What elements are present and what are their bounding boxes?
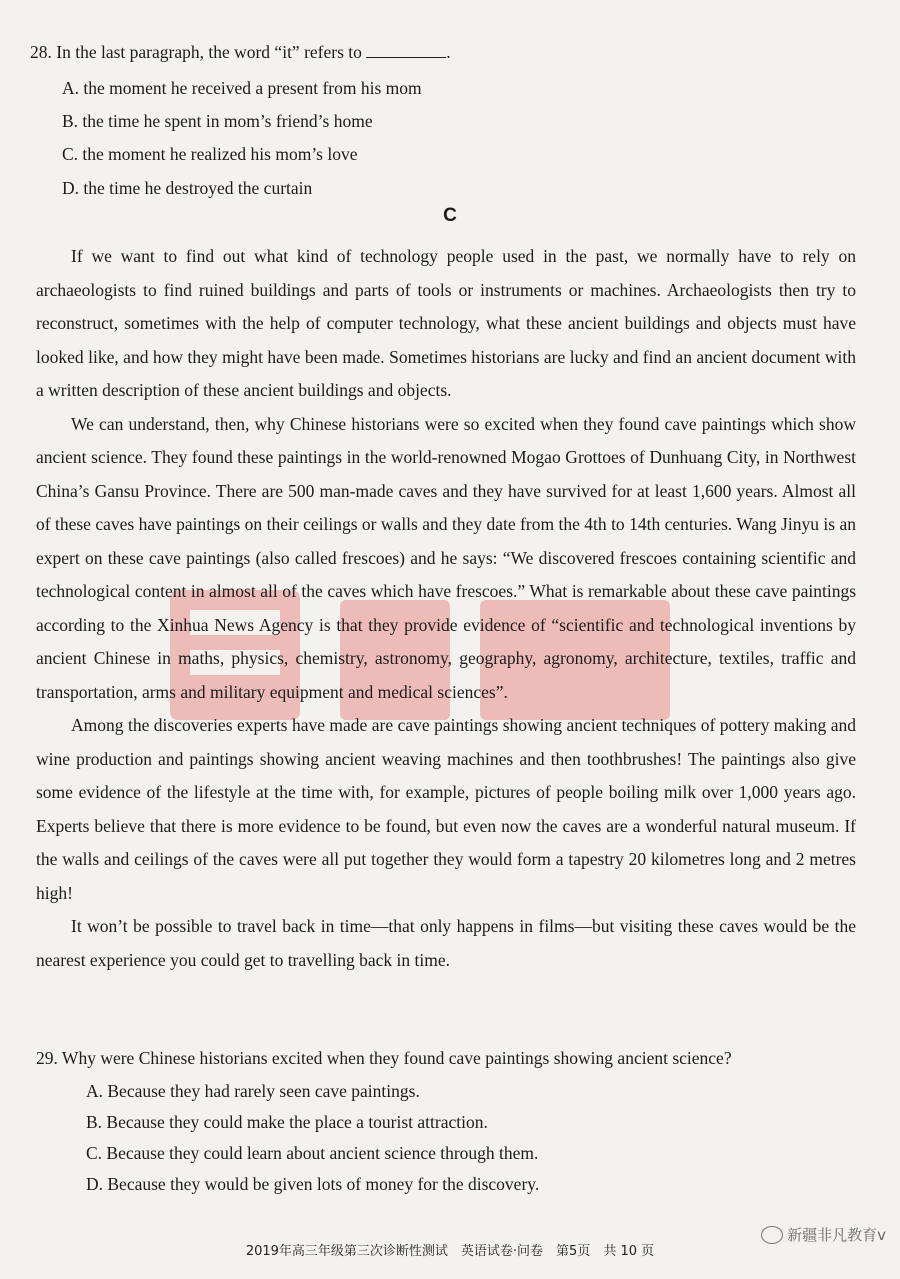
question-28-stem: 28. In the last paragraph, the word “it” refers to .	[30, 42, 451, 62]
passage-paragraph-2: We can understand, then, why Chinese historians were so excited when they found cave paintings which show ancient science. They found these paintings in the world-renowned Mogao Grottoes of Dunhuang City, in Northwest China’s Gansu Province. There are 500 man-made caves and they have survived for at least 1,600 years. Almost all of these caves have paintings on their ceilings or walls and they date from the 4th to 14th centuries. Wang Jinyu is an expert on these cave paintings (also called frescoes) and he says: “We discovered frescoes containing scientific and technological content in almost all of the caves which have frescoes.” What is remarkable about these cave paintings according to the Xinhua News Agency is that they provide evidence of “scientific and technological inventions by ancient Chinese in maths, physics, chemistry, astronomy, geography, agronomy, architecture, textiles, traffic and transportation, arms and military equipment and medical sciences”.	[36, 413, 856, 702]
question-29-stem: 29. Why were Chinese historians excited when they found cave paintings showing ancient science?	[36, 1048, 732, 1068]
q29-option-b: B. Because they could make the place a tourist attraction.	[86, 1112, 488, 1132]
reading-passage	[36, 240, 856, 977]
q28-option-b: B. the time he spent in mom’s friend’s home	[62, 111, 373, 131]
watermark-text: 新疆非凡教育v	[787, 1226, 886, 1244]
q28-option-d: D. the time he destroyed the curtain	[62, 178, 313, 198]
section-heading: C	[443, 205, 457, 226]
page-footer: 2019年高三年级第三次诊断性测试 英语试卷·问卷 第5页 共 10 页	[245, 1244, 655, 1259]
wechat-icon	[761, 1226, 783, 1244]
q29-option-a: A. Because they had rarely seen cave paintings.	[86, 1081, 420, 1101]
answer-blank	[366, 41, 446, 58]
q29-option-d: D. Because they would be given lots of money for the discovery.	[86, 1174, 540, 1194]
q28-option-a: A. the moment he received a present from his mom	[62, 78, 422, 98]
passage-paragraph-3: Among the discoveries experts have made are cave paintings showing ancient techniques of pottery making and wine production and paintings showing ancient weaving machines and then toothbrushes! The paintings also give some evidence of the lifestyle at the time with, for example, pictures of people boiling milk over 1,000 years ago. Experts believe that there is more evidence to be found, but even now the caves are a wonderful natural museum. If the walls and ceilings of the caves were all put together they would form a tapestry 20 kilometres long and 2 metres high!	[36, 715, 856, 903]
q28-option-c: C. the moment he realized his mom’s love	[62, 144, 358, 164]
passage-paragraph-1: If we want to find out what kind of technology people used in the past, we normally have to rely on archaeologists to find ruined buildings and parts of tools or instruments or machines. Archaeologists then try to reconstruct, sometimes with the help of computer technology, what these ancient buildings and objects must have looked like, and how they might have been made. Sometimes historians are lucky and find an ancient document with a written description of these ancient buildings and objects.	[36, 246, 856, 400]
q29-option-c: C. Because they could learn about ancient science through them.	[86, 1143, 539, 1163]
source-watermark	[761, 1224, 886, 1245]
passage-paragraph-4: It won’t be possible to travel back in time—that only happens in films—but visiting these caves would be the nearest experience you could get to travelling back in time.	[36, 916, 856, 970]
